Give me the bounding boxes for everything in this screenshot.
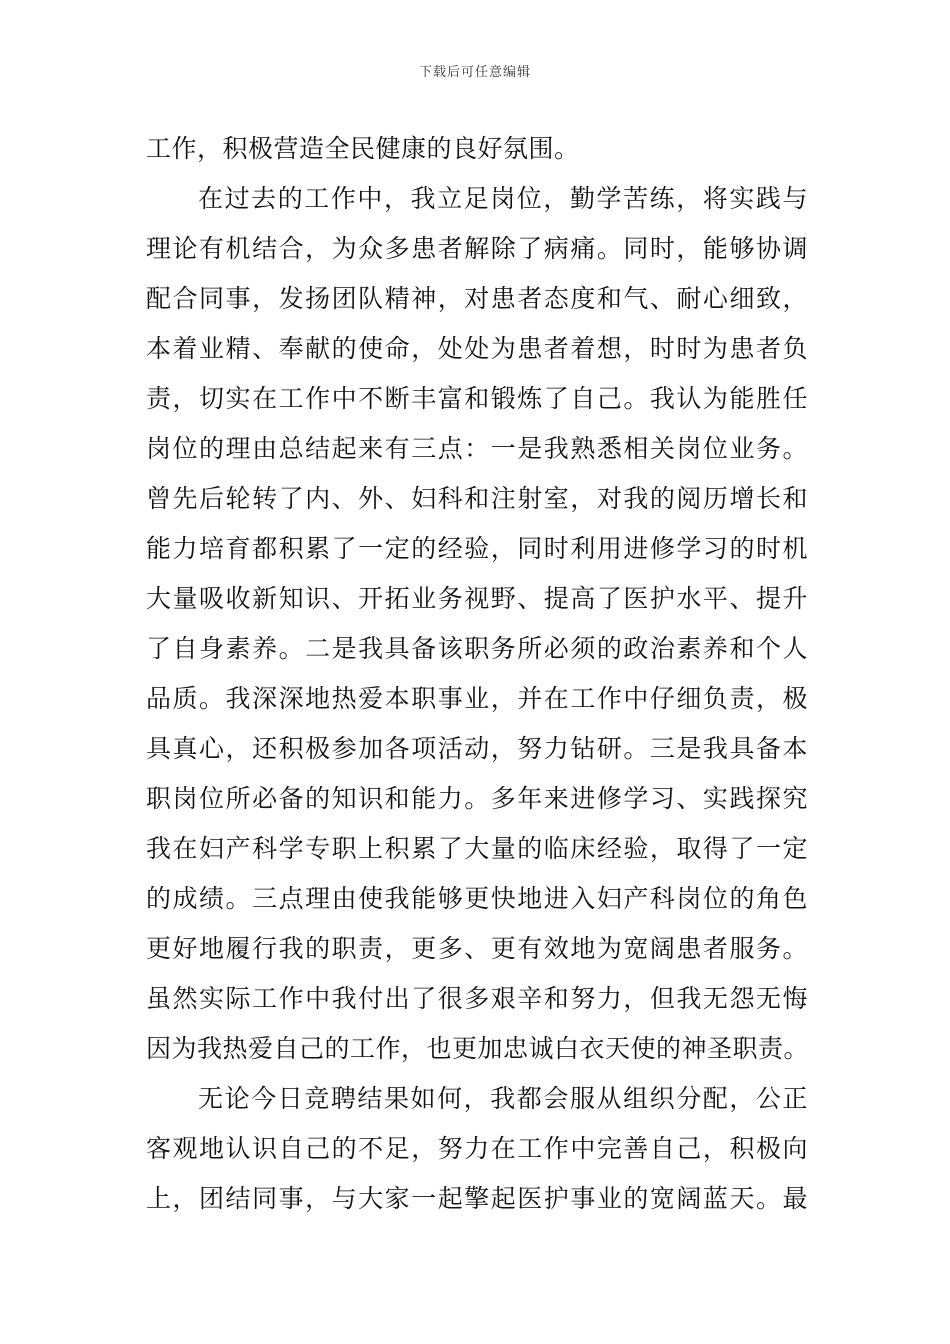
text-line: 客观地认识自己的不足，努力在工作中完善自己，积极向 (146, 1134, 808, 1163)
text-line: 品质。我深深地热爱本职事业，并在工作中仔细负责，极 (146, 684, 808, 713)
text-line: 本着业精、奉献的使命，处处为患者着想，时时为患者负 (146, 334, 808, 363)
text-line: 职岗位所必备的知识和能力。多年来进修学习、实践探究 (146, 784, 808, 813)
text-line: 责，切实在工作中不断丰富和锻炼了自己。我认为能胜任 (146, 384, 808, 413)
text-line: 了自身素养。二是我具备该职务所必须的政治素养和个人 (146, 634, 808, 663)
text-line: 上，团结同事，与大家一起擎起医护事业的宽阔蓝天。最 (146, 1184, 808, 1213)
text-line: 工作，积极营造全民健康的良好氛围。 (146, 134, 580, 163)
text-line: 岗位的理由总结起来有三点：一是我熟悉相关岗位业务。 (146, 434, 808, 463)
text-line: 我在妇产科学专职上积累了大量的临床经验，取得了一定 (146, 834, 808, 863)
text-line: 理论有机结合，为众多患者解除了病痛。同时，能够协调 (146, 234, 808, 263)
text-line: 的成绩。三点理由使我能够更快地进入妇产科岗位的角色 (146, 884, 808, 913)
text-line: 曾先后轮转了内、外、妇科和注射室，对我的阅历增长和 (146, 484, 808, 513)
text-line: 因为我热爱自己的工作，也更加忠诚白衣天使的神圣职责。 (146, 1034, 810, 1063)
paragraph-3 (146, 1074, 808, 1224)
text-line: 配合同事，发扬团队精神，对患者态度和气、耐心细致， (146, 284, 808, 313)
text-line: 具真心，还积极参加各项活动，努力钻研。三是我具备本 (146, 734, 808, 763)
document-body (146, 124, 808, 1224)
text-line: 无论今日竞聘结果如何，我都会服从组织分配，公正 (198, 1084, 808, 1113)
text-line: 在过去的工作中，我立足岗位，勤学苦练，将实践与 (198, 184, 808, 213)
text-line: 虽然实际工作中我付出了很多艰辛和努力，但我无怨无悔 (146, 984, 808, 1013)
text-line: 能力培育都积累了一定的经验，同时利用进修学习的时机 (146, 534, 808, 563)
page-header: 下载后可任意编辑 (418, 65, 531, 80)
paragraph-2 (146, 174, 808, 1074)
text-line: 更好地履行我的职责，更多、更有效地为宽阔患者服务。 (146, 934, 808, 963)
text-line: 大量吸收新知识、开拓业务视野、提高了医护水平、提升 (146, 584, 808, 613)
paragraph-1 (146, 124, 808, 174)
